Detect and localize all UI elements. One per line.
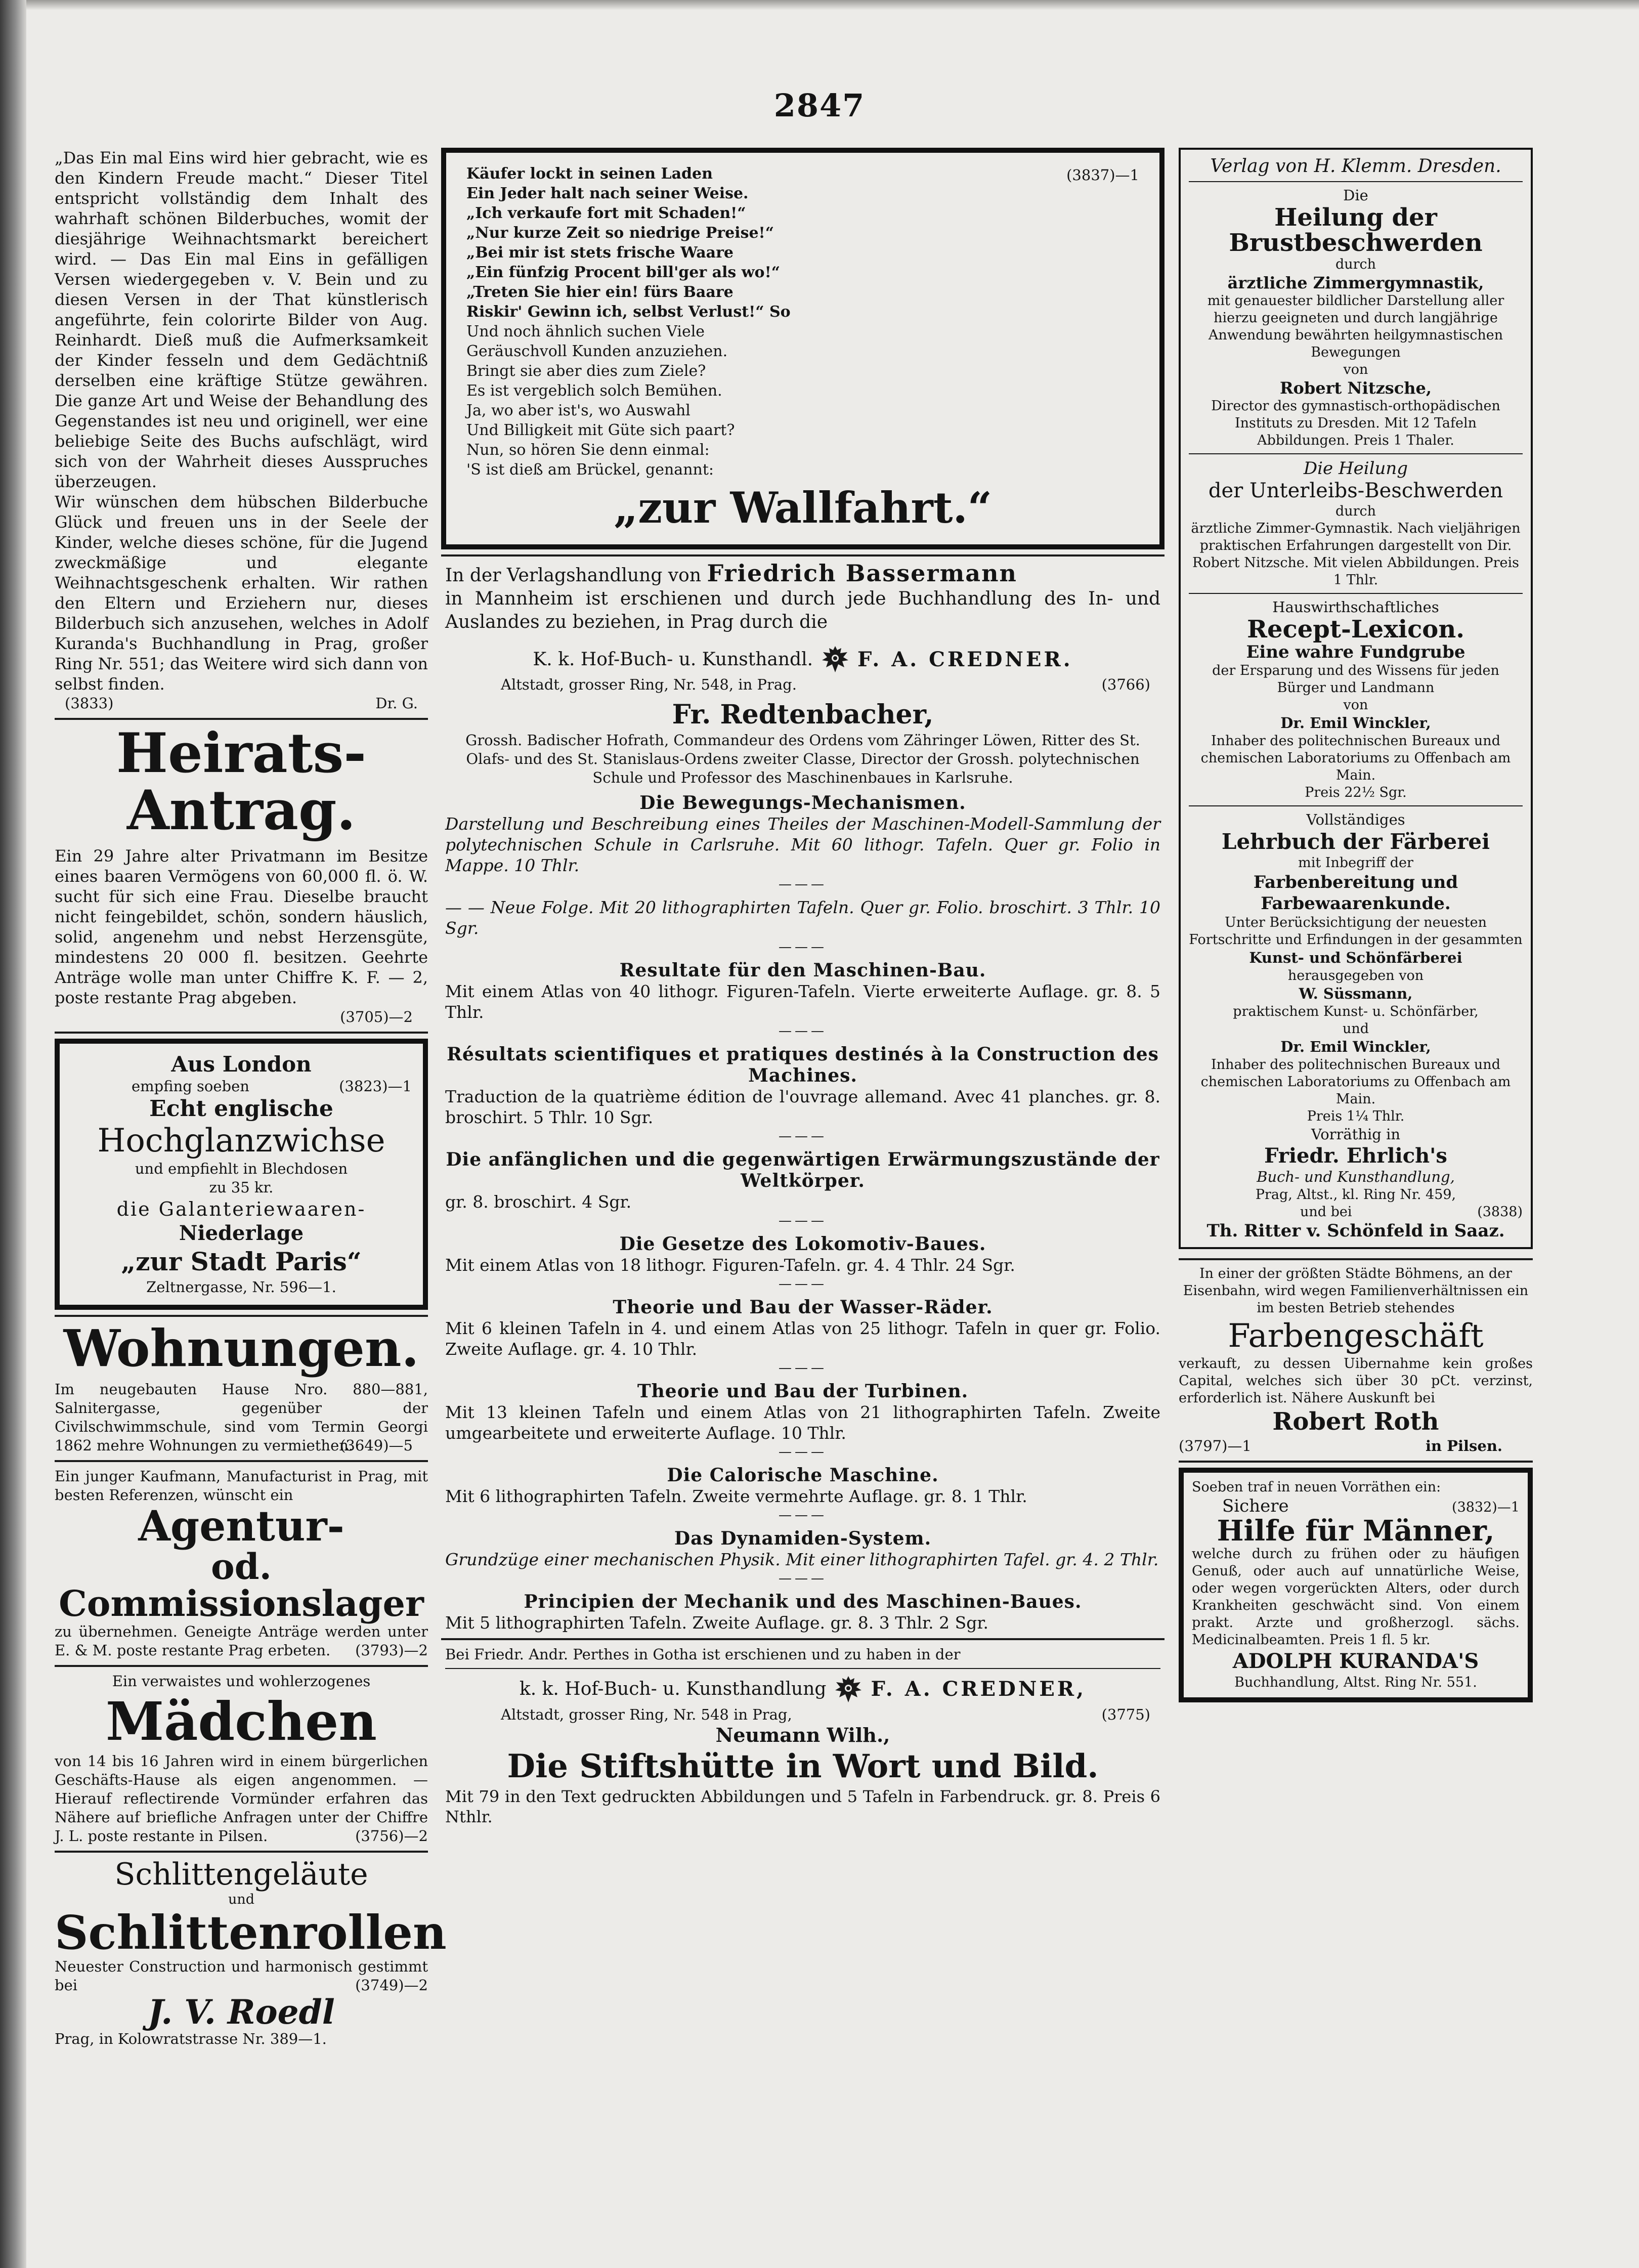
hilfe-pre: Sichere <box>1222 1495 1289 1516</box>
maedchen-ref: (3756)—2 <box>355 1827 428 1845</box>
book-divider: ——— <box>779 939 827 955</box>
book-divider: ——— <box>779 1213 827 1228</box>
klemm-b4-author-2: Dr. Emil Winckler, <box>1280 1038 1431 1056</box>
bassermann-shop-name: F. A. CREDNER. <box>857 647 1073 671</box>
column-left <box>55 148 447 2048</box>
wohnungen-ref: (3649)—5 <box>340 1436 413 1454</box>
wohnungen-text: Im neugebauten Hause Nro. 880—881, Salnitergasse, gegenüber der Civilschwimmschule, sind vom Termin Georgi 1862 mehre Wohnungen zu vermiethen. <box>55 1380 428 1454</box>
klemm-shop-3: Th. Ritter v. Schönfeld in Saaz. <box>1206 1221 1505 1242</box>
schlitten-ref: (3749)—2 <box>355 1976 428 1994</box>
hilfe-intro: Soeben traf in neuen Vorräthen ein: <box>1192 1479 1441 1495</box>
klemm-b1-durch: durch <box>1335 256 1376 272</box>
heirat-title: Heirats-Antrag. <box>116 721 367 843</box>
book-entry <box>445 897 1160 955</box>
klemm-b3-desc: Inhaber des politechnischen Bureaux und chemischen Laboratoriums zu Offenbach am Main. <box>1200 733 1511 784</box>
klemm-b2-die: Die Heilung <box>1303 458 1408 479</box>
page-number: 2847 <box>773 87 866 124</box>
book-entry <box>445 1381 1160 1460</box>
book-title: Die anfänglichen und die gegenwärtigen Erwärmungszustände der Weltkörper. <box>446 1148 1160 1191</box>
book-title: Theorie und Bau der Turbinen. <box>637 1380 969 1402</box>
poem-line: Geräuschvoll Kunden anzuziehen. <box>466 343 728 360</box>
bassermann-ad <box>441 562 1164 1633</box>
london-sub: Echt englische <box>149 1095 333 1122</box>
farben-intro: In einer der größten Städte Böhmens, an der Eisenbahn, wird wegen Familienverhältnissen ein im besten Betrieb stehendes <box>1183 1266 1529 1316</box>
klemm-b1-von: von <box>1343 361 1368 377</box>
poem-line: „Ich verkaufe fort mit Schaden!“ <box>466 204 746 222</box>
poem-line: „Treten Sie hier ein! fürs Baare <box>466 283 734 301</box>
hilfe-ref: (3832)—1 <box>1452 1499 1520 1515</box>
maedchen-intro: Ein verwaistes und wohlerzogenes <box>112 1672 371 1690</box>
review-notice <box>55 148 428 713</box>
farben-place: in Pilsen. <box>1426 1437 1502 1454</box>
wohnungen-ad <box>55 1318 428 1455</box>
heirat-ref: (3705)—2 <box>340 1008 413 1025</box>
maedchen-text: von 14 bis 16 Jahren wird in einem bürgerlichen Geschäfts-Hause als eigen angenommen. — Hierauf reflectirende Vormünder erfahren das Nähere auf briefliche Anfragen unter der Chiffre J. L. poste restante in Pilsen. <box>55 1752 428 1845</box>
klemm-b4-mit: mit Inbegriff der <box>1298 855 1413 871</box>
book-text: — — Neue Folge. Mit 20 lithographirten Tafeln. Quer gr. Folio. broschirt. 3 Thlr. 10 Sgr. <box>445 897 1160 938</box>
poem-line: „Ein fünfzig Procent bill'ger als wo!“ <box>466 264 780 281</box>
book-text: Mit 5 lithographirten Tafeln. Zweite Auflage. gr. 8. 3 Thlr. 2 Sgr. <box>445 1612 988 1633</box>
london-address: Zeltnergasse, Nr. 596—1. <box>146 1278 336 1296</box>
london-price: zu 35 kr. <box>209 1178 274 1196</box>
london-line-5: und empfiehlt in Blechdosen <box>135 1160 348 1177</box>
book-title: Die Gesetze des Lokomotiv-Baues. <box>619 1233 986 1255</box>
hilfe-shop: ADOLPH KURANDA'S <box>1232 1649 1479 1674</box>
klemm-shop: Friedr. Ehrlich's <box>1264 1144 1447 1168</box>
london-received: empfing soeben <box>132 1077 249 1095</box>
book-entry <box>445 1591 1160 1633</box>
poem-line: Es ist vergeblich solch Bemühen. <box>466 382 722 400</box>
heirat-text: Ein 29 Jahre alter Privatmann im Besitze eines baaren Vermögens von 60,000 fl. ö. W. sucht für sich eine Frau. Dieselbe braucht nicht feingebildet, schön, sondern häuslich, solid, angenehm und nebst Herzensgüte, mindestens 20 000 fl. besitzen. Geehrte Anträge wolle man unter Chiffre K. F. — 2, poste restante Prag abgeben. <box>55 846 428 1007</box>
farben-ref: (3797)—1 <box>1179 1437 1252 1454</box>
klemm-b4-sub: Farbenbereitung und Farbewaarenkunde. <box>1253 872 1458 914</box>
klemm-b2-title: der Unterleibs-Beschwerden <box>1208 479 1503 502</box>
london-shop-name: „zur Stadt Paris“ <box>121 1246 362 1276</box>
agentur-title: Agentur- <box>138 1502 344 1551</box>
schlitten-und: und <box>228 1892 255 1908</box>
farben-ad <box>1179 1265 1533 1455</box>
klemm-b4-text: Unter Berücksichtigung der neuesten Fortschritte und Erfindungen in der gesammten <box>1189 915 1523 948</box>
bassermann-intro-2: in Mannheim ist erschienen und durch jede Buchhandlung des In- und Auslandes zu beziehen, in Prag durch die <box>445 588 1160 632</box>
klemm-b4-kunst: Kunst- und Schönfärberei <box>1249 949 1462 967</box>
poem-line: Und noch ähnlich suchen Viele <box>466 323 705 340</box>
wallfahrt-title: „zur Wallfahrt.“ <box>613 483 993 533</box>
wallfahrt-poem <box>466 164 791 480</box>
book-text: Traduction de la quatrième édition de l'ouvrage allemand. Avec 41 planches. gr. 8. broschirt. 5 Thlr. 10 Sgr. <box>445 1086 1160 1127</box>
london-ref: (3823)—1 <box>339 1077 412 1095</box>
book-divider: ——— <box>779 1507 827 1523</box>
klemm-b3-author: Dr. Emil Winckler, <box>1280 714 1431 732</box>
klemm-b4-pre: Vollständiges <box>1306 811 1405 829</box>
hilfe-ad <box>1179 1468 1533 1703</box>
book-title: Die Bewegungs-Mechanismen. <box>639 792 966 814</box>
schlitten-ad <box>55 1857 447 2048</box>
book-entry <box>445 1149 1160 1228</box>
book-entry <box>445 1465 1160 1523</box>
book-text: Darstellung und Beschreibung eines Theiles der Maschinen-Modell-Sammlung der polytechnischen Schule in Carlsruhe. Mit 60 lithogr. Tafeln. Quer gr. Folio in Mappe. 10 Thlr. <box>445 814 1160 875</box>
klemm-b2-text: ärztliche Zimmer-Gymnastik. Nach vieljährigen praktischen Erfahrungen dargestellt von Dir. Robert Nitzsche. Mit vielen Abbildungen. Preis 1 Thlr. <box>1191 520 1521 588</box>
bassermann-publisher: Friedrich Bassermann <box>707 560 1017 587</box>
perthes-text: Mit 79 in den Text gedruckten Abbildungen und 5 Tafeln in Farbendruck. gr. 8. Preis 6 Nthlr. <box>445 1786 1160 1826</box>
klemm-address-2: und bei <box>1300 1204 1352 1220</box>
klemm-b2-durch: durch <box>1335 503 1376 519</box>
book-divider: ——— <box>779 1570 827 1586</box>
klemm-shop-2: Buch- und Kunsthandlung, <box>1257 1168 1455 1186</box>
book-list <box>445 792 1160 1633</box>
book-divider: ——— <box>779 1360 827 1376</box>
perthes-intro: Bei Friedr. Andr. Perthes in Gotha ist erschienen und zu haben in der <box>445 1645 961 1663</box>
agentur-text: zu übernehmen. Geneigte Anträge werden unter E. & M. poste restante Prag erbeten. <box>55 1622 428 1659</box>
klemm-b1-sub: ärztliche Zimmergymnastik, <box>1227 273 1484 292</box>
klemm-b4-title: Lehrbuch der Färberei <box>1221 829 1490 854</box>
book-text: Mit 6 kleinen Tafeln in 4. und einem Atlas von 25 lithogr. Tafeln in quer gr. Folio. Zweite Auflage. gr. 4. 10 Thlr. <box>445 1318 1160 1359</box>
bassermann-intro: In der Verlagshandlung von <box>445 565 702 586</box>
book-text: Mit einem Atlas von 18 lithogr. Figuren-Tafeln. gr. 4. 4 Thlr. 24 Sgr. <box>445 1255 1015 1275</box>
agentur-ad <box>55 1467 428 1660</box>
farben-text: verkauft, zu dessen Uibernahme kein großes Capital, welches sich über 30 pCt. verzinst, erforderlich ist. Nähere Auskunft bei <box>1179 1356 1533 1406</box>
book-divider: ——— <box>779 1444 827 1460</box>
klemm-b3-price: Preis 22½ Sgr. <box>1305 785 1407 801</box>
column-right <box>1179 148 1533 1702</box>
book-entry <box>445 1528 1160 1586</box>
book-text: gr. 8. broschirt. 4 Sgr. <box>445 1191 632 1212</box>
book-divider: ——— <box>779 876 827 892</box>
klemm-vorraethig: Vorräthig in <box>1311 1126 1401 1143</box>
schlitten-title-1: Schlittengeläute <box>114 1857 368 1893</box>
book-divider: ——— <box>779 1276 827 1292</box>
wallfahrt-ad <box>441 148 1164 549</box>
poem-line: „Bei mir ist stets frische Waare <box>466 244 734 262</box>
poem-line: „Nur kurze Zeit so niedrige Preise!“ <box>466 224 774 242</box>
klemm-b3-von: von <box>1343 697 1368 713</box>
farben-name: Robert Roth <box>1272 1407 1439 1436</box>
imperial-eagle-icon <box>819 643 851 675</box>
schlitten-name: J. V. Roedl <box>148 1992 335 2032</box>
london-shop: die Galanteriewaaren- <box>116 1197 366 1220</box>
book-entry <box>445 1044 1160 1144</box>
book-entry <box>445 1233 1160 1292</box>
klemm-b4-price: Preis 1¼ Thlr. <box>1307 1108 1405 1125</box>
schlitten-title-2: Schlittenrollen <box>55 1905 447 1960</box>
perthes-shop-name: F. A. CREDNER, <box>871 1677 1087 1701</box>
agentur-intro: Ein junger Kaufmann, Manufacturist in Prag, mit besten Referenzen, wünscht ein <box>55 1467 428 1504</box>
hilfe-title: Hilfe für Männer, <box>1217 1514 1495 1548</box>
klemm-b1-desc: Director des gymnastisch-orthopädischen Instituts zu Dresden. Mit 12 Tafeln Abbildungen. Preis 1 Thaler. <box>1211 398 1500 448</box>
redtenbacher-desc: Grossh. Badischer Hofrath, Commandeur des Ordens vom Zähringer Löwen, Ritter des St. Olafs- und des St. Stanislaus-Ordens zweiter Classe, Director der Grossh. polytechnischen Schule und Professor des Maschinenbaues in Karlsruhe. <box>465 731 1140 786</box>
book-title: Resultate für den Maschinen-Bau. <box>619 959 986 981</box>
hilfe-address: Buchhandlung, Altst. Ring Nr. 551. <box>1234 1675 1477 1691</box>
london-ad <box>55 1039 428 1310</box>
heirat-ad <box>55 721 428 1026</box>
review-text-2: Wir wünschen dem hübschen Bilderbuche Glück und freuen uns in der Seele der Kinder, welche dieses schöne, für die Jugend zweckmäßige und elegante Weihnachtsgeschenk erhalten. Wir rathen den Eltern und Erziehern nur, dieses Bilderbuch sich anzusehen, welches in Adolf Kuranda's Buchhandlung in Prag, großer Ring Nr. 551; das Weitere wird sich dann von selbst finden. <box>55 492 428 694</box>
klemm-b3-text: der Ersparung und des Wissens für jeden Bürger und Landmann <box>1212 663 1499 696</box>
redtenbacher-author: Fr. Redtenbacher, <box>672 699 934 730</box>
klemm-b4-author-1-desc: praktischem Kunst- u. Schönfärber, <box>1233 1004 1479 1020</box>
perthes-shop: k. k. Hof-Buch- u. Kunsthandlung <box>519 1679 827 1700</box>
hilfe-text: welche durch zu frühen oder zu häufigen Genuß, oder auch auf unnatürliche Weise, oder wegen vorgerückten Alters, oder durch Krankheiten geschwächt sind. Von einem prakt. Arzte und großherzogl. sächs. Medicinalbeamten. Preis 1 fl. 5 kr. <box>1192 1546 1520 1648</box>
wohnungen-title: Wohnungen. <box>63 1318 419 1378</box>
schlitten-text: Neuester Construction und harmonisch gestimmt bei <box>55 1957 428 1994</box>
book-title: Die Calorische Maschine. <box>667 1464 939 1486</box>
poem-line: Ja, wo aber ist's, wo Auswahl <box>466 402 691 419</box>
bassermann-shop: K. k. Hof-Buch- u. Kunsthandl. <box>533 649 813 670</box>
page-gutter-shadow <box>0 0 26 2268</box>
book-title: Résultats scientifiques et pratiques destinés à la Construction des Machines. <box>447 1043 1159 1086</box>
maedchen-title: Mädchen <box>106 1690 377 1752</box>
perthes-address: Altstadt, grosser Ring, Nr. 548 in Prag, <box>501 1705 792 1723</box>
review-text: „Das Ein mal Eins wird hier gebracht, wie es den Kindern Freude macht.“ Dieser Titel entspricht vollständig dem Inhalt des wahrhaft schönen Bilderbuches, womit der diesjährige Weihnachtsmarkt bereichert wird. — Das Ein mal Eins in gefälligen Versen wiedergegeben v. V. Bein und zu diesen Versen in der That künstlerisch angeführte, fein colorirte Bilder von Aug. Reinhardt. Dieß muß die Aufmerksamkeit der Kinder fesseln und dem Gedächtniß derselben eine kräftige Stütze gewähren. Die ganze Art und Weise der Behandlung des Gegenstandes ist neu und originell, wer eine beliebige Seite des Buchs aufschlägt, wird sich von der Wahrheit dieses Ausspruches überzeugen. <box>55 148 428 491</box>
imperial-eagle-icon <box>832 1673 865 1705</box>
poem-line: Bringt sie aber dies zum Ziele? <box>466 362 706 380</box>
top-margin-shadow <box>26 0 1639 10</box>
klemm-b4-author-2-desc: Inhaber des politechnischen Bureaux und chemischen Laboratoriums zu Offenbach am Main. <box>1200 1057 1511 1107</box>
klemm-b1-author: Robert Nitzsche, <box>1279 378 1432 398</box>
klemm-b1-text: mit genauester bildlicher Darstellung aller hierzu geeigneten und durch langjährige Anwendung bewährten heilgymnastischen Bewegungen <box>1207 292 1504 360</box>
klemm-ref: (3838) <box>1477 1204 1523 1220</box>
book-text: Mit 6 lithographirten Tafeln. Zweite vermehrte Auflage. gr. 8. 1 Thlr. <box>445 1486 1027 1506</box>
klemm-b4-hg: herausgegeben von <box>1287 968 1424 984</box>
klemm-b3-pre: Hauswirthschaftliches <box>1272 598 1439 616</box>
klemm-b1-die: Die <box>1343 187 1368 204</box>
book-title: Principien der Mechanik und des Maschinen-Baues. <box>524 1591 1082 1612</box>
poem-line: Ein Jeder halt nach seiner Weise. <box>466 185 749 202</box>
perthes-title: Die Stiftshütte in Wort und Bild. <box>507 1747 1099 1785</box>
book-text: Grundzüge einer mechanischen Physik. Mit einer lithographirten Tafel. gr. 4. 2 Thlr. <box>445 1549 1159 1569</box>
book-entry <box>445 960 1160 1039</box>
london-shop-2: Niederlage <box>179 1221 304 1245</box>
book-text: Mit einem Atlas von 40 lithogr. Figuren-Tafeln. Vierte erweiterte Auflage. gr. 8. 5 Thlr. <box>445 981 1160 1022</box>
perthes-ad <box>441 1645 1164 1827</box>
klemm-ad <box>1179 148 1533 1249</box>
poem-line: Riskir' Gewinn ich, selbst Verlust!“ So <box>466 303 791 321</box>
book-divider: ——— <box>779 1023 827 1039</box>
agentur-title-2: od. Commissionslager <box>59 1545 424 1625</box>
klemm-publisher: Verlag von H. Klemm. Dresden. <box>1210 156 1501 177</box>
schlitten-address: Prag, in Kolowratstrasse Nr. 389—1. <box>55 2030 327 2047</box>
wallfahrt-ref: (3837)—1 <box>1066 166 1139 184</box>
review-signature: Dr. G. <box>375 695 418 712</box>
book-divider: ——— <box>779 1128 827 1144</box>
klemm-b4-author-1: W. Süssmann, <box>1299 985 1413 1003</box>
bassermann-address: Altstadt, grosser Ring, Nr. 548, in Prag. <box>501 676 797 693</box>
klemm-address: Prag, Altst., kl. Ring Nr. 459, <box>1255 1187 1456 1203</box>
book-entry <box>445 792 1160 892</box>
london-product: Hochglanzwichse <box>97 1122 385 1160</box>
book-entry <box>445 1297 1160 1376</box>
poem-line: Und Billigkeit mit Güte sich paart? <box>466 421 735 439</box>
review-ref: (3833) <box>65 695 114 712</box>
poem-line: 'S ist dieß am Brückel, genannt: <box>466 461 714 479</box>
farben-title: Farbengeschäft <box>1228 1317 1484 1355</box>
london-title: Aus London <box>171 1051 312 1077</box>
book-text: Mit 13 kleinen Tafeln und einem Atlas von 21 lithographirten Tafeln. Zweite umgearbeitete und erweiterte Auflage. 10 Thlr. <box>445 1402 1160 1443</box>
perthes-ref: (3775) <box>1101 1705 1150 1723</box>
poem-line: Nun, so hören Sie denn einmal: <box>466 441 710 459</box>
perthes-author: Neumann Wilh., <box>715 1723 890 1746</box>
column-middle <box>441 148 1164 1827</box>
maedchen-ad <box>55 1672 428 1846</box>
poem-line: Käufer lockt in seinen Laden <box>466 165 713 183</box>
klemm-b1-title: Heilung der Brustbeschwerden <box>1229 203 1483 258</box>
bassermann-ref: (3766) <box>1101 676 1150 693</box>
klemm-b3-sub: Eine wahre Fundgrube <box>1246 642 1465 663</box>
book-title: Theorie und Bau der Wasser-Räder. <box>613 1296 993 1318</box>
klemm-b3-title: Recept-Lexicon. <box>1247 615 1464 644</box>
agentur-ref: (3793)—2 <box>355 1641 428 1659</box>
klemm-b4-und: und <box>1342 1021 1369 1037</box>
book-title: Das Dynamiden-System. <box>674 1527 932 1549</box>
